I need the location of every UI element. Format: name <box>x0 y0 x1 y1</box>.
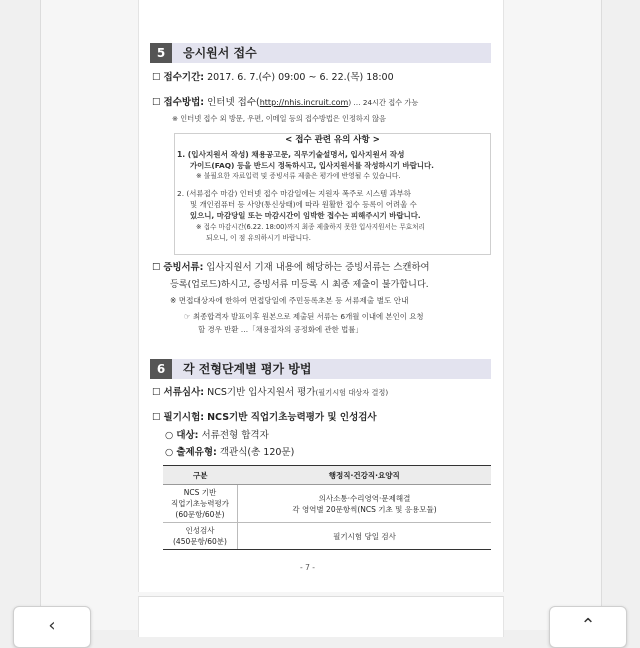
notice-item1-note: ※ 불필요한 자료입력 및 증빙서류 제출은 평가에 반영될 수 있습니다. <box>196 172 401 180</box>
table-cell: 필기시험 당일 검사 <box>238 523 492 550</box>
table-header: 행정직·건강직·요양직 <box>238 466 492 485</box>
period-value: 2017. 6. 7.(수) 09:00 ~ 6. 22.(목) 18:00 <box>207 72 394 83</box>
written-label: 필기시험: <box>163 412 205 423</box>
notice-item2-note2: 되오니, 이 점 유의하시기 바랍니다. <box>206 234 311 242</box>
table-header-row <box>163 466 491 485</box>
evidence-label: 증빙서류: <box>163 262 204 273</box>
doc-review-label: 서류심사: <box>163 387 205 398</box>
notice-item2-line3: 있으니, 마감당일 또는 마감시간이 임박한 접수는 피해주시기 바랍니다. <box>190 211 421 220</box>
table-cell: NCS 기반 직업기초능력평가 (60문항/60분) <box>163 485 238 523</box>
method-suffix: ) … 24시간 접수 가능 <box>348 98 419 107</box>
notice-title: < 접수 관련 유의 사항 > <box>279 135 386 145</box>
evaluation-table <box>163 465 491 550</box>
doc-review-note: (필기시험 대상자 결정) <box>315 388 389 397</box>
target-label: 대상: <box>176 430 199 441</box>
section-number: 6 <box>150 359 172 379</box>
section-number: 5 <box>150 43 172 63</box>
method-note: ※ 인터넷 접수 외 방문, 우편, 이메일 등의 접수방법은 인정하지 않음 <box>172 114 386 123</box>
next-document-page <box>138 596 504 637</box>
page-number: - 7 - <box>300 563 315 572</box>
notice-item1-line2: 가이드(FAQ) 등을 반드시 정독하시고, 입사지원서를 작성하시기 바랍니다. <box>190 161 434 170</box>
table-header: 구분 <box>163 466 238 485</box>
table-row <box>163 485 491 523</box>
evidence-text1: 입사지원서 기재 내용에 해당하는 증빙서류는 스캔하여 <box>206 262 430 273</box>
target-value: 서류전형 합격자 <box>201 430 269 441</box>
section-title: 각 전형단계별 평가 방법 <box>183 362 312 376</box>
doc-review-line: ☐ 서류심사: NCS기반 입사지원서 평가(필기시험 대상자 결정) <box>152 387 389 398</box>
section-header-6 <box>150 359 491 379</box>
notice-item2-note1: ※ 접수 마감시간(6.22. 18:00)까지 최종 제출하지 못한 입사지원서는 무효처리 <box>196 223 425 231</box>
evidence-note2-line1: ☞ 최종합격자 발표이후 원본으로 제출된 서류는 6개월 이내에 본인이 요청 <box>184 312 424 321</box>
table-cell: 인성검사 (450문항/60분) <box>163 523 238 550</box>
evidence-note1: ※ 면접대상자에 한하여 면접당일에 주민등록초본 등 서류제출 별도 안내 <box>170 296 409 305</box>
evidence-text2: 등록(업로드)하시고, 증빙서류 미등록 시 최종 제출이 불가합니다. <box>170 280 429 290</box>
period-label: 접수기간: <box>163 72 205 83</box>
method-url-link[interactable]: http://nhis.incruit.com <box>259 98 349 107</box>
evidence-note2-line2: 할 경우 반환 …「채용절차의 공정화에 관한 법률」 <box>198 325 363 334</box>
written-value: NCS기반 직업기초능력평가 및 인성검사 <box>207 412 377 423</box>
notice-item2-line1: 2. (서류접수 마감) 인터넷 접수 마감일에는 지원자 폭주로 시스템 과부하 <box>177 189 411 198</box>
notice-item1-line1: 1. (입사지원서 작성) 채용공고문, 직무기술설명서, 입사지원서 작성 <box>177 150 405 159</box>
type-value: 객관식(총 120문) <box>219 447 295 458</box>
table-row <box>163 523 491 550</box>
section-title: 응시원서 접수 <box>183 46 257 60</box>
scroll-top-button[interactable]: ⌃ <box>549 606 627 648</box>
type-label: 출제유형: <box>176 447 217 458</box>
section-header-5 <box>150 43 491 63</box>
method-line: ☐ 접수방법: 인터넷 접수(http://nhis.incruit.com) … 24시간 접수 가능 <box>152 97 419 108</box>
method-prefix: 인터넷 접수( <box>207 97 260 108</box>
doc-review-value: NCS기반 입사지원서 평가 <box>207 387 316 398</box>
type-line: ○ 출제유형: 객관식(총 120문) <box>165 447 295 458</box>
evidence-line1: ☐ 증빙서류: 입사지원서 기재 내용에 해당하는 증빙서류는 스캔하여 <box>152 262 430 273</box>
target-line: ○ 대상: 서류전형 합격자 <box>165 430 269 441</box>
written-line: ☐ 필기시험: NCS기반 직업기초능력평가 및 인성검사 <box>152 412 377 423</box>
period-line: ☐ 접수기간: 2017. 6. 7.(수) 09:00 ~ 6. 22.(목) 18:00 <box>152 72 394 83</box>
table-cell: 의사소통·수리영역·문제해결 각 영역별 20문항씩(NCS 기초 및 응용모듈) <box>238 485 492 523</box>
notice-item2-line2: 및 개인컴퓨터 등 사양(통신상태)에 따라 원활한 접수 등록이 어려울 수 <box>190 200 417 209</box>
prev-page-button[interactable]: ‹ <box>13 606 91 648</box>
method-label: 접수방법: <box>163 97 205 108</box>
